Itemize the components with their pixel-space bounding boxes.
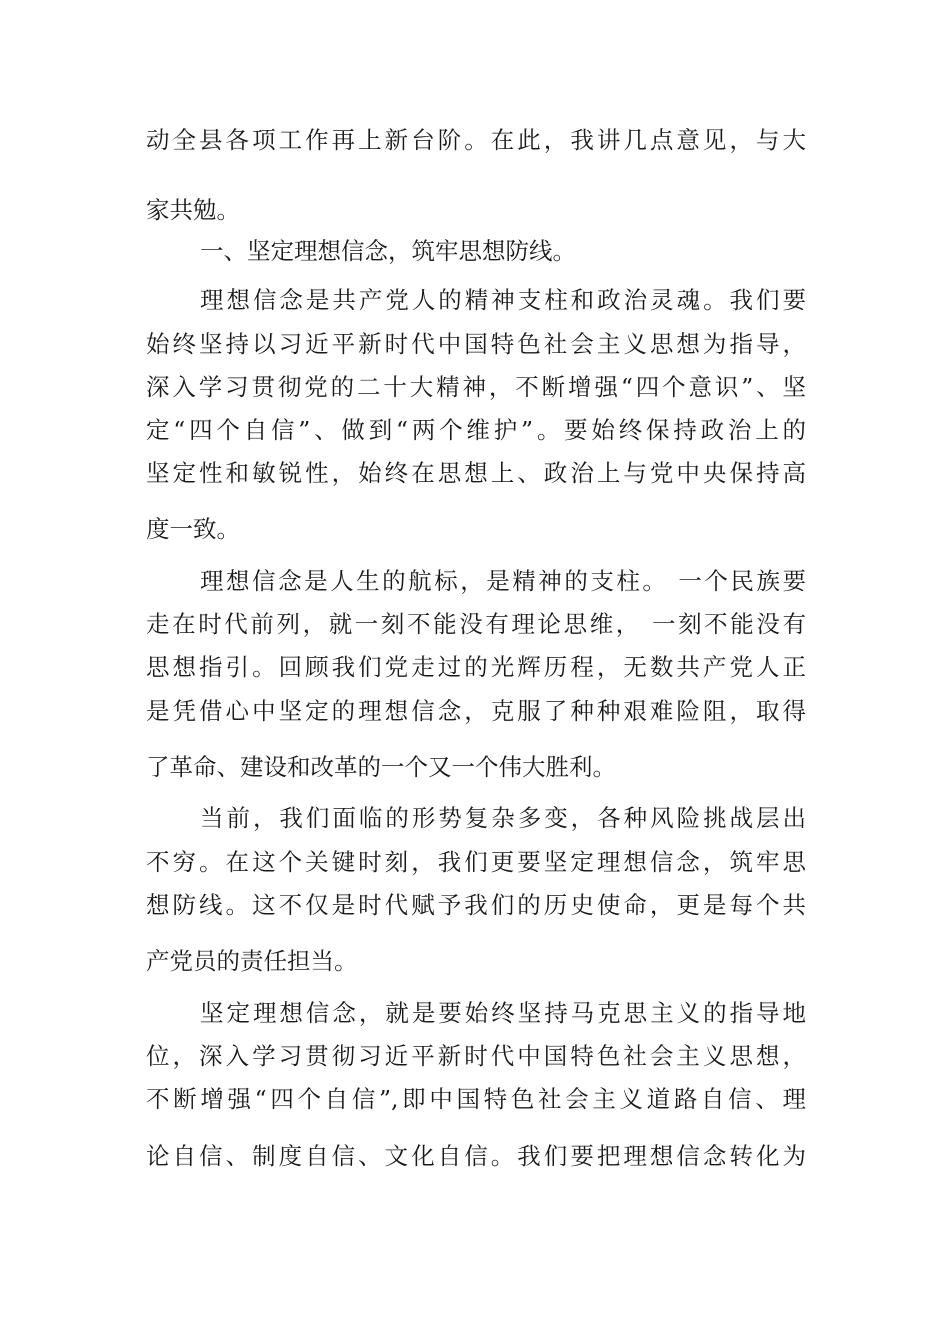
text-line: 思想指引。回顾我们党走过的光辉历程，无数共产党人正 (146, 653, 806, 681)
text-line: 不穷。在这个关键时刻，我们更要坚定理想信念，筑牢思 (146, 848, 806, 876)
text-line: 理想信念是共产党人的精神支柱和政治灵魂。我们要 (200, 286, 806, 314)
text-line: 动全县各项工作再上新台阶。在此，我讲几点意见，与大 (146, 126, 806, 154)
text-line: 坚定性和敏锐性，始终在思想上、政治上与党中央保持高 (146, 459, 806, 487)
text-line: 产党员的责任担当。 (146, 947, 358, 975)
text-line: 定“四个自信”、做到“两个维护”。要始终保持政治上的 (146, 416, 806, 444)
section-heading: 一、坚定理想信念，筑牢思想防线。 (200, 237, 576, 265)
text-line: 想防线。这不仅是时代赋予我们的历史使命，更是每个共 (146, 891, 806, 919)
text-line: 当前，我们面临的形势复杂多变，各种风险挑战层出 (200, 804, 806, 832)
text-line: 了革命、建设和改革的一个又一个伟大胜利。 (146, 753, 616, 781)
text-line: 度一致。 (146, 515, 240, 543)
text-line: 是凭借心中坚定的理想信念，克服了种种艰难险阻，取得 (146, 697, 806, 725)
text-line: 家共勉。 (146, 196, 240, 224)
text-line: 走在时代前列，就一刻不能没有理论思维， 一刻不能没有 (146, 610, 806, 638)
text-line: 理想信念是人生的航标，是精神的支柱。 一个民族要 (200, 567, 806, 595)
text-line: 深入学习贯彻党的二十大精神，不断增强“四个意识”、坚 (146, 373, 806, 401)
text-line: 论自信、制度自信、文化自信。我们要把理想信念转化为 (146, 1142, 806, 1170)
text-line: 不断增强“四个自信”,即中国特色社会主义道路自信、理 (146, 1085, 806, 1113)
text-line: 坚定理想信念，就是要始终坚持马克思主义的指导地 (200, 999, 806, 1027)
text-line: 位，深入学习贯彻习近平新时代中国特色社会主义思想， (146, 1042, 806, 1070)
text-line: 始终坚持以习近平新时代中国特色社会主义思想为指导， (146, 330, 806, 358)
